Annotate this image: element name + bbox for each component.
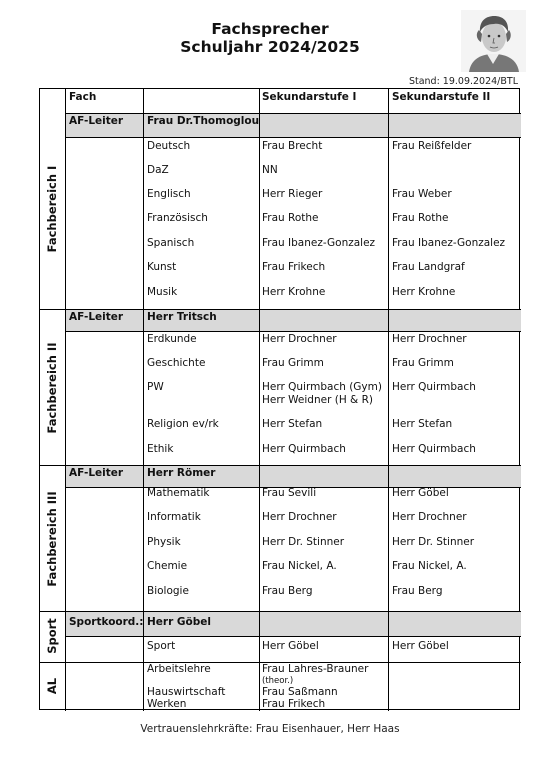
sek1-note: (theor.) <box>262 676 294 686</box>
subject-cell: Hauswirtschaft <box>147 686 226 698</box>
sek2-cell: Frau Landgraf <box>392 261 465 273</box>
sek2-cell: Frau Berg <box>392 585 443 597</box>
sek1-cell: Herr Dr. Stinner <box>262 536 345 548</box>
sek2-cell: Frau Rothe <box>392 212 449 224</box>
column-header-sek1: Sekundarstufe I <box>262 91 357 103</box>
page-title: Fachsprecher <box>211 20 329 38</box>
sek1-cell: Herr Quirmbach <box>262 443 346 455</box>
sek2-cell: Herr Krohne <box>392 286 456 298</box>
subject-cell: Biologie <box>147 585 189 597</box>
sek2-cell: Herr Quirmbach <box>392 381 476 393</box>
subject-cell: Arbeitslehre <box>147 663 211 675</box>
sek1-cell: Herr Göbel <box>262 640 319 652</box>
sek2-cell: Herr Quirmbach <box>392 443 476 455</box>
leader-name: Frau Dr.Thomoglou <box>147 115 260 127</box>
portrait-image <box>461 10 526 72</box>
leader-name: Herr Römer <box>147 467 216 479</box>
leader-row-shade <box>65 309 521 331</box>
sek1-cell: Frau Lahres-Brauner <box>262 663 369 675</box>
sek1-cell: Herr Drochner <box>262 333 337 345</box>
sek1-cell: Frau Berg <box>262 585 313 597</box>
subject-cell: Französisch <box>147 212 208 224</box>
leader-role: Sportkoord.: <box>69 616 144 628</box>
stand-date: Stand: 19.09.2024/BTL <box>408 76 518 87</box>
leader-row-shade <box>65 465 521 487</box>
footer-note: Vertrauenslehrkräfte: Frau Eisenhauer, Herr Haas <box>140 723 400 735</box>
sek1-cell: Herr Stefan <box>262 418 323 430</box>
subject-cell: Geschichte <box>147 357 206 369</box>
sek2-cell: Herr Stefan <box>392 418 453 430</box>
subject-cell: Spanisch <box>147 237 195 249</box>
sek1-cell: NN <box>262 164 278 176</box>
sek2-cell: Herr Dr. Stinner <box>392 536 475 548</box>
leader-name: Herr Tritsch <box>147 311 217 323</box>
sek2-cell: Herr Göbel <box>392 487 449 499</box>
sek2-cell: Herr Göbel <box>392 640 449 652</box>
subject-cell: Deutsch <box>147 140 191 152</box>
sek1-cell: Frau Brecht <box>262 140 323 152</box>
leader-role: AF-Leiter <box>69 467 124 479</box>
sek1-cell: Herr Quirmbach (Gym) <box>262 381 382 393</box>
sek2-cell: Frau Nickel, A. <box>392 560 467 572</box>
sek2-cell: Frau Weber <box>392 188 452 200</box>
sek1-cell: Frau Rothe <box>262 212 319 224</box>
sek1-cell: Frau Frikech <box>262 261 326 273</box>
sek1-cell: Frau Nickel, A. <box>262 560 337 572</box>
fachsprecher-table <box>39 88 520 710</box>
section-label-al: AL <box>45 677 59 695</box>
subject-cell: Chemie <box>147 560 188 572</box>
section-label-fachbereich-2: Fachbereich II <box>45 342 59 434</box>
subject-cell: Musik <box>147 286 178 298</box>
subject-cell: Mathematik <box>147 487 210 499</box>
column-header-sek2: Sekundarstufe II <box>392 91 491 103</box>
section-label-sport: Sport <box>45 618 59 654</box>
subject-cell: DaZ <box>147 164 169 176</box>
subject-cell: Kunst <box>147 261 177 273</box>
page-subtitle: Schuljahr 2024/2025 <box>180 38 360 56</box>
sek1-cell: Frau Sevili <box>262 487 317 499</box>
subject-cell: Erdkunde <box>147 333 197 345</box>
subject-cell: Informatik <box>147 511 201 523</box>
sek1-cell: Herr Krohne <box>262 286 326 298</box>
column-header-fach: Fach <box>69 91 97 103</box>
leader-row-shade <box>65 113 521 137</box>
leader-name: Herr Göbel <box>147 616 211 628</box>
sek2-cell: Frau Reißfelder <box>392 140 472 152</box>
section-label-fachbereich-3: Fachbereich III <box>45 491 59 587</box>
sek2-cell: Herr Drochner <box>392 333 467 345</box>
subject-cell: Werken <box>147 698 187 710</box>
sek1-cell: Herr Rieger <box>262 188 323 200</box>
sek1-cell-line2: Herr Weidner (H & R) <box>262 394 373 406</box>
sek1-cell: Frau Frikech <box>262 698 326 710</box>
sek1-cell: Herr Drochner <box>262 511 337 523</box>
sek1-cell: Frau Grimm <box>262 357 324 369</box>
subject-cell: Religion ev/rk <box>147 418 219 430</box>
leader-role: AF-Leiter <box>69 115 124 127</box>
sek1-cell: Frau Saßmann <box>262 686 338 698</box>
section-label-fachbereich-1: Fachbereich I <box>45 165 59 253</box>
sek1-cell: Frau Ibanez-Gonzalez <box>262 237 376 249</box>
subject-cell: Sport <box>147 640 176 652</box>
leader-role: AF-Leiter <box>69 311 124 323</box>
subject-cell: Englisch <box>147 188 191 200</box>
sek2-cell: Herr Drochner <box>392 511 467 523</box>
sek2-cell: Frau Grimm <box>392 357 454 369</box>
subject-cell: Ethik <box>147 443 174 455</box>
subject-cell: Physik <box>147 536 181 548</box>
sek2-cell: Frau Ibanez-Gonzalez <box>392 237 506 249</box>
subject-cell: PW <box>147 381 164 393</box>
